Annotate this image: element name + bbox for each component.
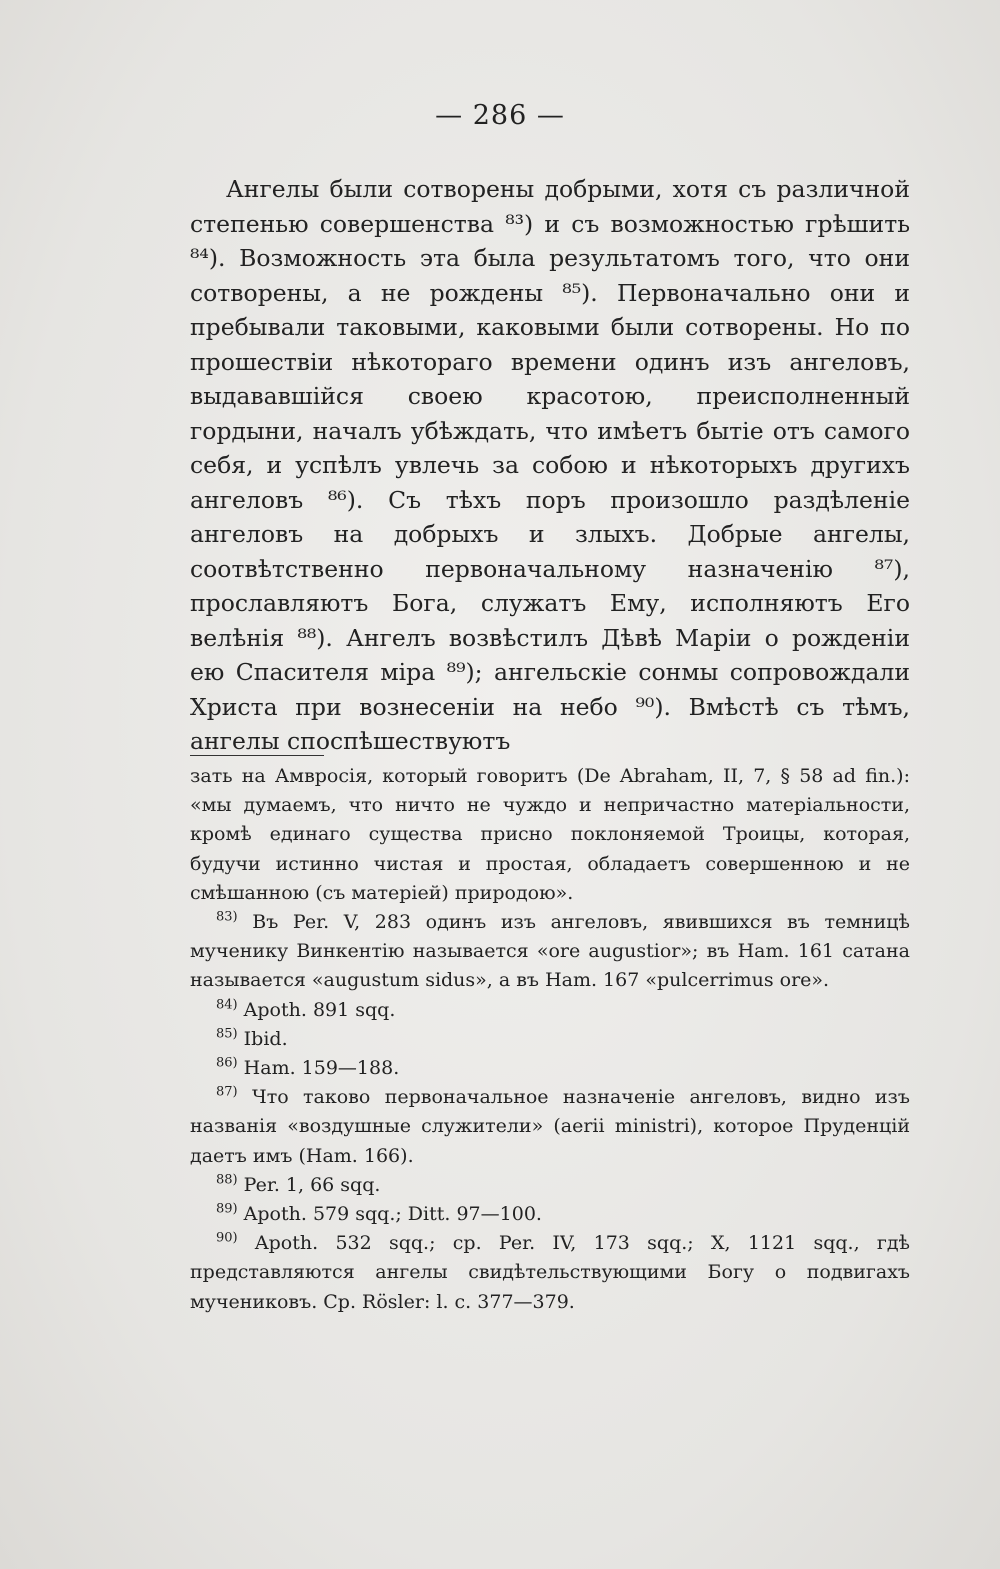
footnote-text: Ibid. xyxy=(243,1027,288,1050)
footnote-88 xyxy=(190,1171,910,1200)
page-number: — 286 — xyxy=(435,100,565,131)
footnote-number: 86) xyxy=(216,1055,238,1071)
footnote-87 xyxy=(190,1083,910,1171)
footnote-continued-text: зать на Амвросія, который говоритъ (De Abraham, II, 7, § 58 ad fin.): «мы думаемъ, что ничто не чуждо и непричастно матеріальности, кромѣ единаго существа присно поклоняемой Троицы, которая, будучи истинно чистая и простая, обладаетъ совершенною и не смѣшанною (съ матеріей) природою». xyxy=(190,765,910,904)
footnote-text: Per. 1, 66 sqq. xyxy=(243,1173,381,1196)
footnote-text: Apoth. 891 sqq. xyxy=(243,998,396,1021)
footnote-85 xyxy=(190,1025,910,1054)
footnote-number: 84) xyxy=(216,997,238,1013)
footnote-text: Ham. 159—188. xyxy=(243,1057,400,1080)
footnote-90 xyxy=(190,1229,910,1317)
footnote-83 xyxy=(190,908,910,996)
footnote-text: Что таково первоначальное назначеніе ангеловъ, видно изъ названія «воздушные служители» (aerii ministri), которое Пруденцій даетъ имъ (Ham. 166). xyxy=(190,1086,910,1167)
footnotes-section xyxy=(190,762,910,1317)
footnote-text: Въ Per. V, 283 одинъ изъ ангеловъ, явившихся въ темницѣ мученику Винкентію называется «ore augustior»; въ Ham. 161 сатана называется «augustum sidus», а въ Ham. 167 «pulcerrimus ore». xyxy=(190,911,910,992)
footnote-89 xyxy=(190,1200,910,1229)
footnote-text: Apoth. 579 sqq.; Ditt. 97—100. xyxy=(243,1203,542,1226)
footnote-86 xyxy=(190,1054,910,1083)
footnote-number: 87) xyxy=(216,1084,238,1100)
footnote-number: 88) xyxy=(216,1172,238,1188)
footnote-number: 83) xyxy=(216,909,238,925)
main-body-paragraph: Ангелы были сотворены добрыми, хотя съ различной степенью совершенства ⁸³) и съ возможностью грѣшить ⁸⁴). Возможность эта была результатомъ того, что они сотворены, а не рождены ⁸⁵). Первоначально они и пребывали таковыми, каковыми были сотворены. Но по прошествіи нѣкотораго времени одинъ изъ ангеловъ, выдававшійся своею красотою, преисполненный гордыни, началъ убѣждать, что имѣетъ бытіе отъ самого себя, и успѣлъ увлечь за собою и нѣкоторыхъ другихъ ангеловъ ⁸⁶). Съ тѣхъ поръ произошло раздѣленіе ангеловъ на добрыхъ и злыхъ. Добрые ангелы, соотвѣтственно первоначальному назначенію ⁸⁷), прославляютъ Бога, служатъ Ему, исполняютъ Его велѣнія ⁸⁸). Ангелъ возвѣстилъ Дѣвѣ Маріи о рожденіи ею Спасителя міра ⁸⁹); ангельскіе сонмы сопровождали Христа при вознесеніи на небо ⁹⁰). Вмѣстѣ съ тѣмъ, ангелы споспѣшествуютъ xyxy=(190,175,910,755)
footnote-number: 90) xyxy=(216,1230,238,1246)
footnote-number: 85) xyxy=(216,1026,238,1042)
footnote-separator-rule xyxy=(190,755,324,756)
footnote-text: Apoth. 532 sqq.; cp. Per. IV, 173 sqq.; X, 1121 sqq., гдѣ представляются ангелы свидѣтельствующими Богу о подвигахъ мучениковъ. Cp. Rösler: l. c. 377—379. xyxy=(190,1232,911,1313)
footnote-84 xyxy=(190,996,910,1025)
footnote-number: 89) xyxy=(216,1201,238,1217)
